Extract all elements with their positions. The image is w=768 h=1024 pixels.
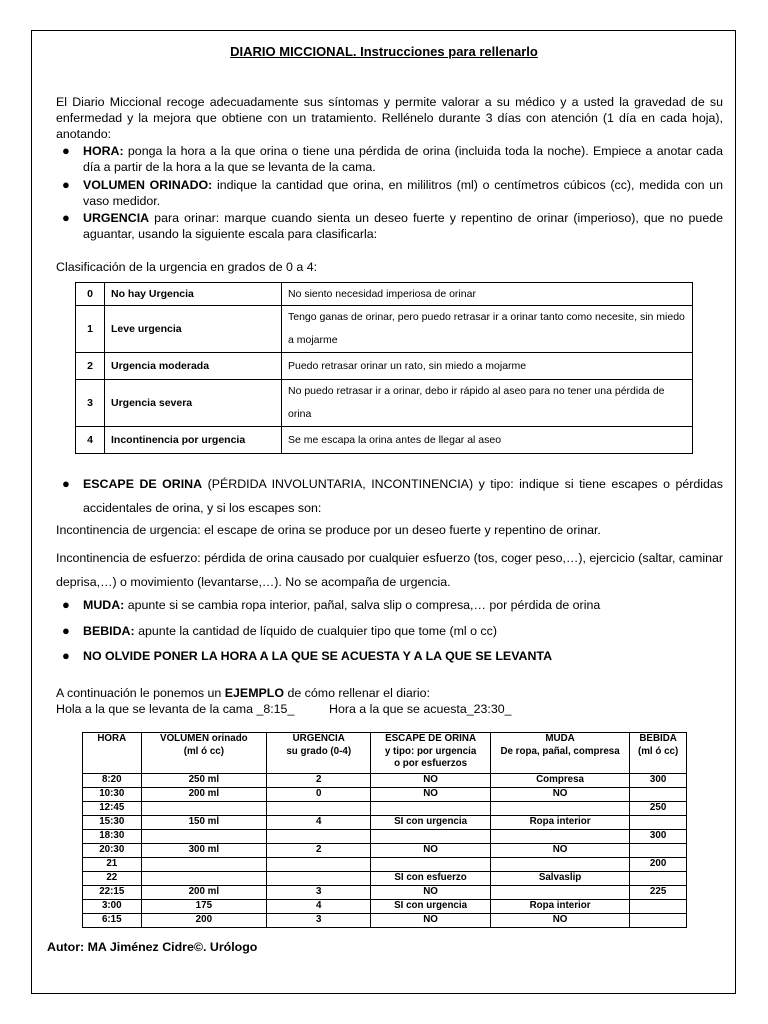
bullet-muda: ● MUDA: apunte si se cambia ropa interior, pañal, salva slip o compresa,… por pérdida de orina [62,597,601,612]
table-cell: 8:20 [83,774,142,788]
table-cell [630,914,687,928]
col-volumen: VOLUMEN orinado (ml ó cc) [141,733,267,774]
table-cell: 3 [267,914,371,928]
table-cell: 250 ml [141,774,267,788]
table-cell: 150 ml [141,816,267,830]
table-cell [490,830,629,844]
table-row [83,816,687,830]
table-cell: 300 [630,830,687,844]
table-row [83,774,687,788]
scale-heading: Clasificación de la urgencia en grados de 0 a 4: [56,260,318,274]
table-cell: 18:30 [83,830,142,844]
table-cell: 200 ml [141,886,267,900]
table-cell: 6:15 [83,914,142,928]
bullet-dot: ● [62,597,70,612]
table-cell [490,802,629,816]
table-cell: 200 [141,914,267,928]
table-row [83,802,687,816]
table-cell: 4 [267,816,371,830]
table-cell [630,816,687,830]
table-row [83,788,687,802]
table-cell: 200 [630,858,687,872]
col-escape: ESCAPE DE ORINA y tipo: por urgencia o por esfuerzos [371,733,491,774]
col-bebida: BEBIDA (ml ó cc) [630,733,687,774]
table-cell [141,802,267,816]
table-cell [490,886,629,900]
table-cell [141,872,267,886]
urgency-scale-table [75,282,693,454]
example-intro: A continuación le ponemos un EJEMPLO de cómo rellenar el diario: [56,686,431,700]
table-cell [630,872,687,886]
bullet-dot: ● [62,476,70,491]
table-row: 3 Urgencia severa No puedo retrasar ir a orinar, debo ir rápido al aseo para no tener una pérdida de orina [76,380,693,427]
bullet-dot: ● [62,210,70,225]
table-cell: Ropa interior [490,900,629,914]
table-cell: NO [490,788,629,802]
table-cell: Salvaslip [490,872,629,886]
table-row: 4 Incontinencia por urgencia Se me escapa la orina antes de llegar al aseo [76,427,693,454]
table-cell: 0 [267,788,371,802]
table-cell: NO [371,844,491,858]
table-cell: NO [490,914,629,928]
table-cell: 175 [141,900,267,914]
table-cell: 15:30 [83,816,142,830]
sleep-time-line: Hora a la que se acuesta_23:30_ [329,702,512,716]
author-credit: Autor: MA Jiménez Cidre©. Urólogo [47,940,258,954]
table-cell: 200 ml [141,788,267,802]
bullet-dot: ● [62,143,70,158]
bullet-hora: ● HORA: ponga la hora a la que orina o tiene una pérdida de orina (incluida toda la noche). Empiece a anotar cada día a partir de la hora a la que se levanta de la cama. [62,143,723,175]
table-row [83,914,687,928]
table-cell: 12:45 [83,802,142,816]
intro-paragraph: El Diario Miccional recoge adecuadamente sus síntomas y permite valorar a su médico y a usted la gravedad de su enfermedad y la mejora que obtiene con un tratamiento. Rellénelo durante 3 días con atención (1 día en cada hoja), anotando: [56,95,723,142]
table-cell: 22 [83,872,142,886]
table-cell: 10:30 [83,788,142,802]
table-cell: SI con esfuerzo [371,872,491,886]
table-row [83,886,687,900]
table-cell: 250 [630,802,687,816]
table-cell [267,858,371,872]
wake-time-line: Hola a la que se levanta de la cama _8:15_ [56,702,295,716]
table-cell [267,830,371,844]
col-urgencia: URGENCIA su grado (0-4) [267,733,371,774]
table-row: 0 No hay Urgencia No siento necesidad imperiosa de orinar [76,283,693,306]
table-cell: 300 ml [141,844,267,858]
table-row [83,872,687,886]
table-cell: NO [371,886,491,900]
table-cell: 20:30 [83,844,142,858]
page-title: DIARIO MICCIONAL. Instrucciones para rellenarlo [230,44,538,59]
table-cell: NO [490,844,629,858]
table-cell [267,872,371,886]
table-cell [630,788,687,802]
bullet-volumen: ● VOLUMEN ORINADO: indique la cantidad que orina, en mililitros (ml) o centímetros cúbicos (cc), medida con un vaso medidor. [62,177,723,209]
example-diary-table [82,732,687,928]
table-cell: 22:15 [83,886,142,900]
table-row [83,844,687,858]
table-cell: 300 [630,774,687,788]
table-header-row [83,733,687,774]
table-cell: 3 [267,886,371,900]
bullet-bebida: ● BEBIDA: apunte la cantidad de líquido de cualquier tipo que tome (ml o cc) [62,623,497,638]
table-cell: 4 [267,900,371,914]
table-row: 1 Leve urgencia Tengo ganas de orinar, pero puedo retrasar ir a orinar tanto como necesite, sin miedo a mojarme [76,306,693,353]
bullet-urgencia: ● URGENCIA para orinar: marque cuando sienta un deseo fuerte y repentino de orinar (imperioso), que no puede aguantar, usando la siguiente escala para clasificarla: [62,210,723,242]
bullet-dot: ● [62,623,70,638]
table-cell: 2 [267,774,371,788]
table-cell [371,858,491,872]
table-cell: Ropa interior [490,816,629,830]
table-cell: 225 [630,886,687,900]
table-cell [371,802,491,816]
table-cell [141,858,267,872]
definition-esfuerzo: Incontinencia de esfuerzo: pérdida de orina causado por cualquier esfuerzo (tos, coger peso,…), ejercicio (saltar, caminar deprisa,…) o movimiento (levantarse,…). No se acompaña de urgencia. [56,551,723,589]
table-cell: 3:00 [83,900,142,914]
table-cell [630,844,687,858]
table-row [83,858,687,872]
table-cell [630,900,687,914]
table-cell: SI con urgencia [371,816,491,830]
table-cell: 21 [83,858,142,872]
table-cell [267,802,371,816]
table-row [83,900,687,914]
table-cell [371,830,491,844]
table-cell: NO [371,914,491,928]
col-hora: HORA [83,733,142,774]
bullet-dot: ● [62,648,70,663]
table-row [83,830,687,844]
bullet-reminder: ● NO OLVIDE PONER LA HORA A LA QUE SE ACUESTA Y A LA QUE SE LEVANTA [62,648,553,663]
table-cell: SI con urgencia [371,900,491,914]
bullet-dot: ● [62,177,70,192]
table-cell: Compresa [490,774,629,788]
definition-urgencia: Incontinencia de urgencia: el escape de orina se produce por un deseo fuerte y repentino de orinar. [56,523,601,537]
bullet-escape: ● ESCAPE DE ORINA (PÉRDIDA INVOLUNTARIA, INCONTINENCIA) y tipo: indique si tiene escapes o pérdidas accidentales de orina, y si los escapes son: [62,472,723,520]
table-cell: 2 [267,844,371,858]
col-muda: MUDA De ropa, pañal, compresa [490,733,629,774]
table-cell: NO [371,774,491,788]
table-cell [490,858,629,872]
table-row: 2 Urgencia moderada Puedo retrasar orinar un rato, sin miedo a mojarme [76,353,693,380]
table-cell [141,830,267,844]
table-cell: NO [371,788,491,802]
